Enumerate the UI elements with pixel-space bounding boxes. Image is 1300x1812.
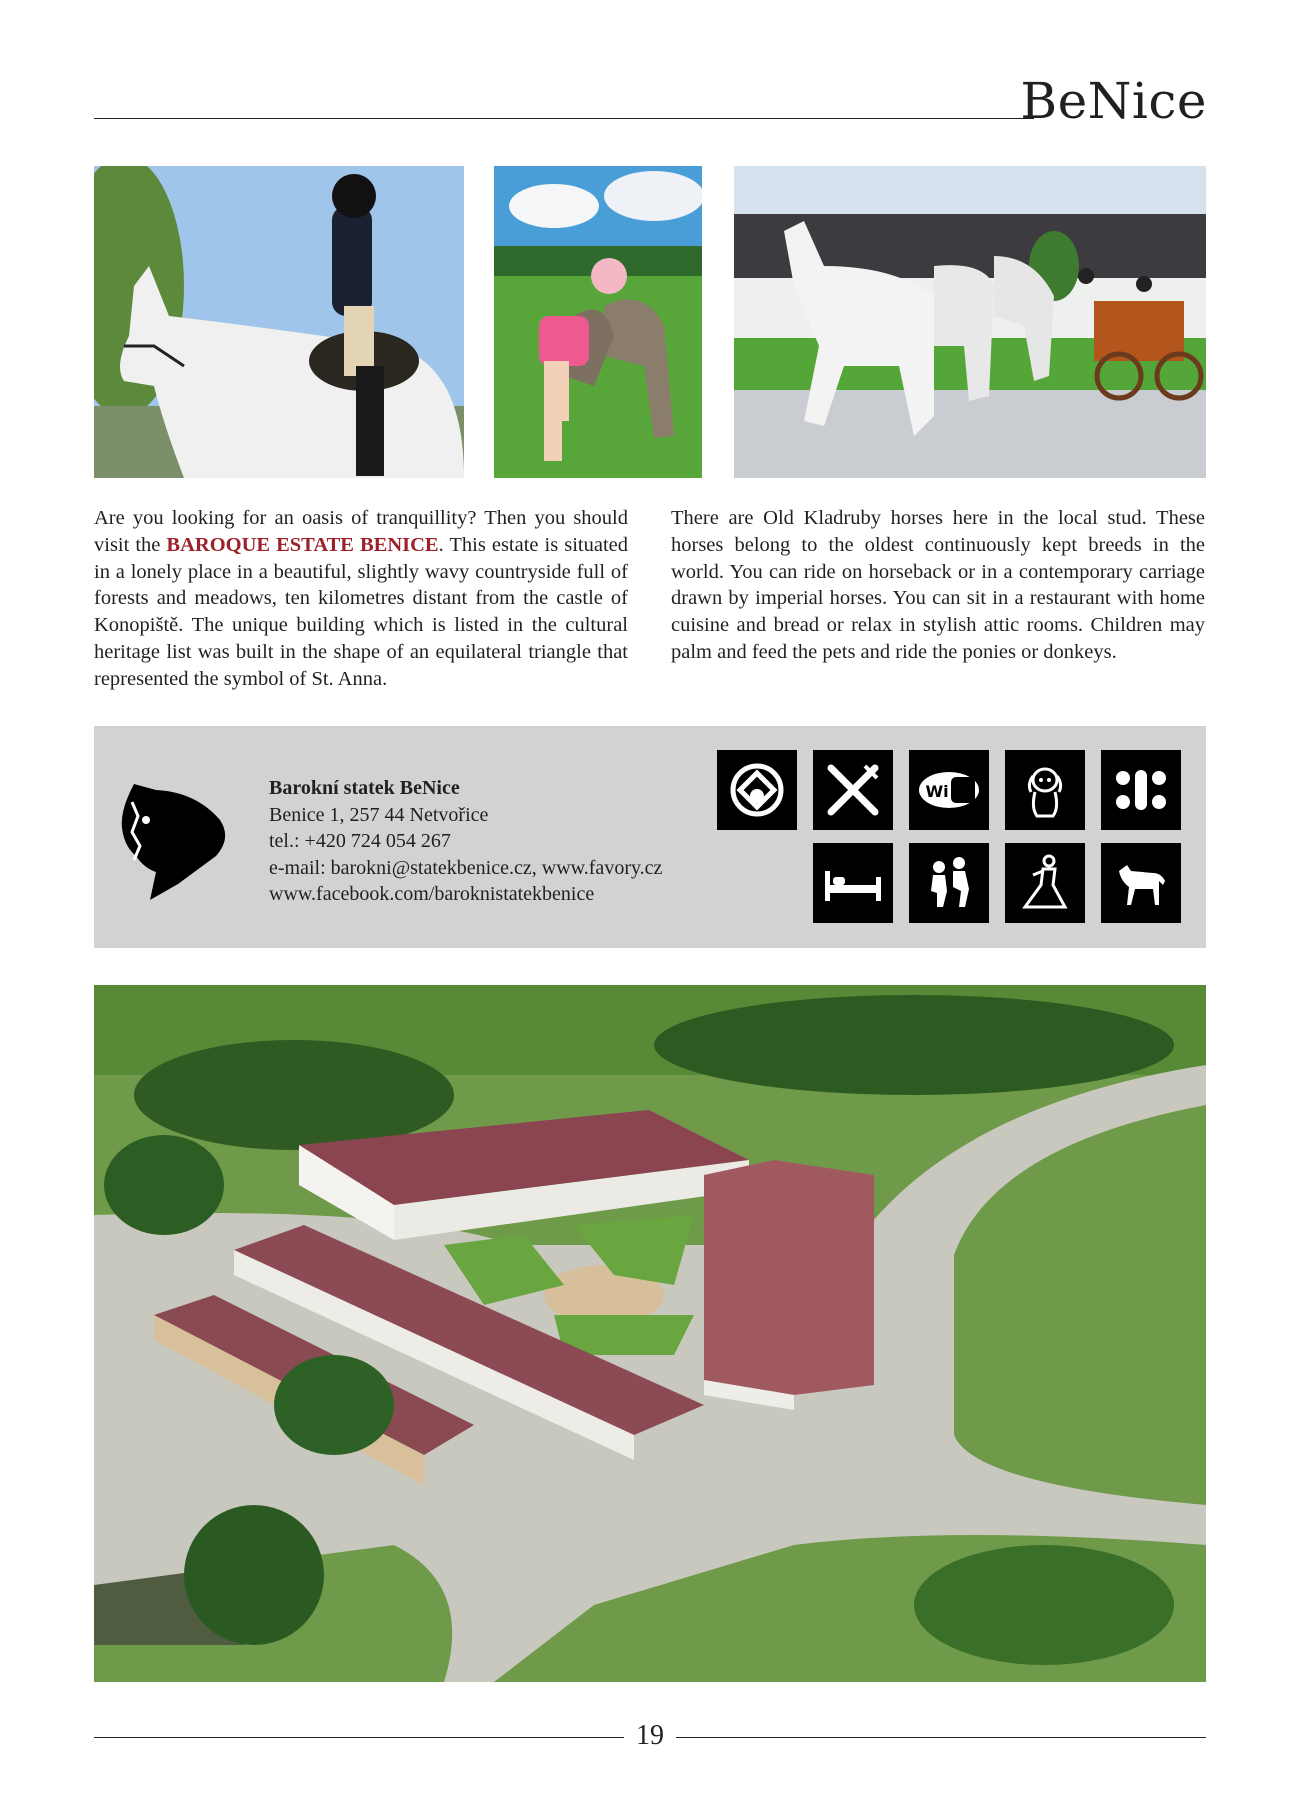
heritage-icon (717, 750, 797, 830)
photo-horse-carriage (734, 166, 1206, 478)
contact-details (269, 775, 662, 908)
venue-phone: tel.: +420 724 054 267 (269, 830, 451, 853)
intro-text: Are you looking for an oasis of tranquillity? Then you should visit the (94, 507, 628, 556)
description-text: . This estate is situated in a lonely place in a beautiful, slightly wavy countryside full of forests and meadows, ten kilometres distant from the castle of Konopiště. The unique building which is listed in the cultural heritage list was built in the shape of an equilateral triangle that represented the symbol of St. Anna. (94, 533, 628, 690)
photo-girl-with-donkey (494, 166, 702, 478)
description-right-column: There are Old Kladruby horses here in the local stud. These horses belong to the oldest continuously kept breeds in the world. You can ride on horseback or in a contemporary carriage drawn by imperial horses. You can sit in a restaurant with home cuisine and bread or relax in stylish attic rooms. Children may palm and feed the pets and ride the ponies or donkeys. (671, 507, 1205, 663)
horse-icon (1101, 843, 1181, 923)
bed-icon (813, 843, 893, 923)
wifi-label: Wi Fi (925, 782, 971, 801)
photo-rider-on-white-horse (94, 166, 464, 478)
page-number: 19 (636, 1720, 664, 1751)
venue-name: Barokní statek BeNice (269, 777, 460, 799)
wifi-icon (909, 750, 989, 830)
venue-email: e-mail: barokni@statekbenice.cz, www.favory.cz (269, 856, 663, 879)
description-left-column (94, 505, 628, 693)
restaurant-icon (813, 750, 893, 830)
estate-name-highlight: BAROQUE ESTATE BENICE (166, 533, 439, 556)
photo-aerial-estate (94, 985, 1206, 1682)
dog-icon (1005, 750, 1085, 830)
dots-icon (1101, 750, 1181, 830)
horse-head-logo (116, 776, 232, 900)
venue-facebook: www.facebook.com/baroknistatekbenice (269, 883, 595, 906)
header-rule (94, 118, 1034, 119)
children-icon (909, 843, 989, 923)
page-title: BeNice (1020, 72, 1207, 130)
contact-info-box (94, 726, 1206, 948)
dancing-icon (1005, 843, 1085, 923)
venue-address: Benice 1, 257 44 Netvořice (269, 803, 489, 826)
